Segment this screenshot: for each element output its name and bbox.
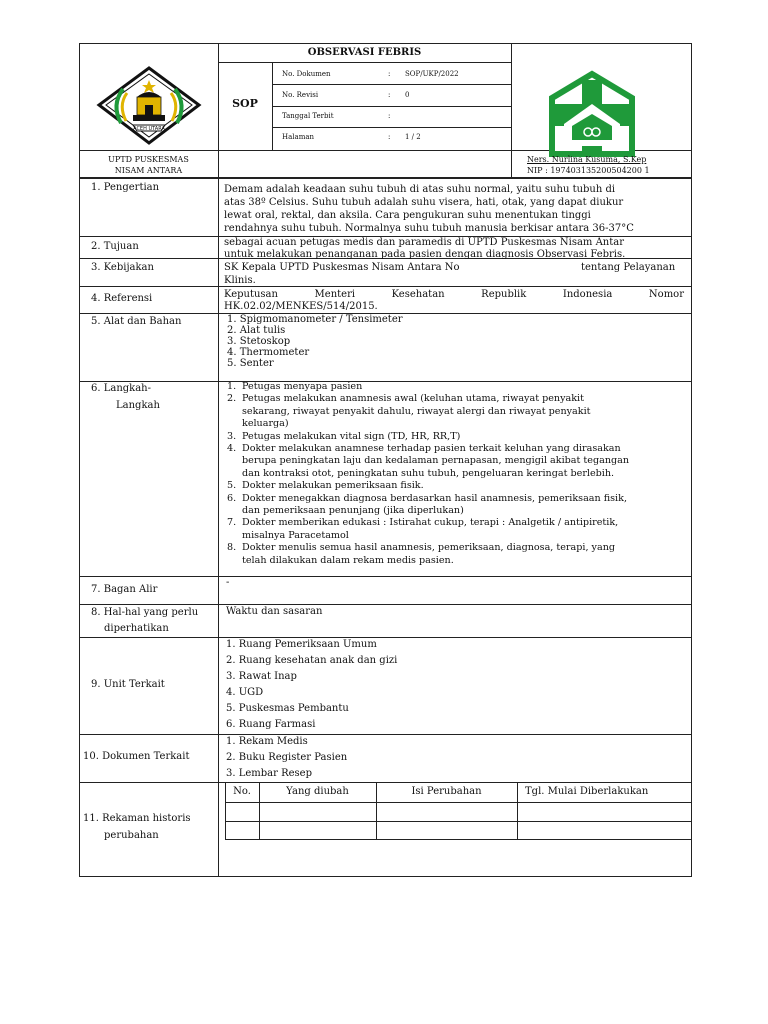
pengertian-text: lewat oral, rektal, dan aksila. Cara pengukuran suhu menentukan tinggi xyxy=(224,210,591,221)
langkah-text: Dokter melakukan pemeriksaan fisik. xyxy=(242,480,424,492)
org-name-line2: NISAM ANTARA xyxy=(114,166,183,175)
unit-item: 6. Ruang Farmasi xyxy=(226,719,316,730)
meta-label: Halaman xyxy=(282,133,315,141)
section-label-hal: 8. Hal-hal yang perlu xyxy=(91,607,199,618)
history-col-header: Tgl. Mulai Diberlakukan xyxy=(525,786,649,797)
pengertian-text: atas 38º Celsius. Suhu tubuh adalah suhu visera, hati, otak, yang dapat diukur xyxy=(224,197,624,208)
langkah-item xyxy=(227,431,685,443)
unit-item: 3. Rawat Inap xyxy=(226,671,297,682)
langkah-num: 3. xyxy=(227,430,237,442)
langkah-item xyxy=(227,493,685,505)
sop-label: SOP xyxy=(232,97,258,110)
bagan-value: - xyxy=(226,577,230,588)
langkah-text: Dokter memberikan edukasi : Istirahat cukup, terapi : Analgetik / antipiretik, xyxy=(242,517,619,529)
langkah-text: sekarang, riwayat penyakit dahulu, riwayat alergi dan riwayat penyakit xyxy=(242,405,591,417)
langkah-num: 5. xyxy=(227,480,237,492)
tujuan-text: untuk melakukan penanganan pada pasien dengan diagnosis Observasi Febris. xyxy=(224,249,626,260)
dokumen-item: 3. Lembar Resep xyxy=(226,768,312,779)
sop-document xyxy=(79,43,692,877)
hal-value: Waktu dan sasaran xyxy=(226,606,323,617)
unit-item: 2. Ruang kesehatan anak dan gizi xyxy=(226,655,398,666)
meta-label: No. Dokumen xyxy=(282,70,331,78)
unit-item: 4. UGD xyxy=(226,687,264,698)
pengertian-text: Demam adalah keadaan suhu tubuh di atas suhu normal, yaitu suhu tubuh di xyxy=(224,184,616,195)
langkah-text: Dokter menegakkan diagnosa berdasarkan hasil anamnesis, pemeriksaan fisik, xyxy=(242,492,627,504)
langkah-item xyxy=(227,517,685,529)
section-label-tujuan: 2. Tujuan xyxy=(91,241,139,252)
langkah-text: Dokter menulis semua hasil anamnesis, pemeriksaan, diagnosa, terapi, yang xyxy=(242,542,616,554)
langkah-text: Petugas melakukan anamnesis awal (keluhan utama, riwayat penyakit xyxy=(242,393,584,405)
alat-item: 5. Senter xyxy=(227,358,274,369)
langkah-num: 6. xyxy=(227,492,237,504)
referensi-word: Nomor xyxy=(648,289,684,300)
langkah-text: Petugas melakukan vital sign (TD, HR, RR,T) xyxy=(242,430,461,442)
langkah-item xyxy=(227,381,685,393)
langkah-list xyxy=(227,381,685,567)
langkah-item xyxy=(227,542,685,554)
langkah-num: 7. xyxy=(227,517,237,529)
referensi-word: Republik xyxy=(481,289,527,300)
document-title: OBSERVASI FEBRIS xyxy=(307,47,422,58)
referensi-word: Kesehatan xyxy=(391,289,445,300)
referensi-word: Keputusan xyxy=(224,289,278,300)
puskesmas-logo-icon xyxy=(544,70,640,158)
section-label-alat: 5. Alat dan Bahan xyxy=(91,316,182,327)
langkah-text: Dokter melakukan anamnese terhadap pasien terkait keluhan yang dirasakan xyxy=(242,443,621,455)
section-label-hal: diperhatikan xyxy=(104,623,169,634)
section-label-referensi: 4. Referensi xyxy=(91,293,153,304)
langkah-num: 8. xyxy=(227,542,237,554)
langkah-num: 4. xyxy=(227,443,237,455)
section-label-rekaman: 11. Rekaman historis xyxy=(83,813,191,824)
unit-item: 1. Ruang Pemeriksaan Umum xyxy=(226,639,377,650)
kebijakan-text: SK Kepala UPTD Puskesmas Nisam Antara No xyxy=(224,262,460,273)
pengertian-text: rendahnya suhu tubuh. Normalnya suhu tubuh manusia berkisar antara 36-37°C xyxy=(224,223,634,234)
history-col-header: No. xyxy=(233,786,251,797)
alat-item: 4. Thermometer xyxy=(227,347,310,358)
referensi-text: HK.02.02/MENKES/514/2015. xyxy=(224,301,378,312)
aceh-utara-emblem-icon xyxy=(93,65,205,147)
alat-item: 3. Stetoskop xyxy=(227,336,291,347)
langkah-item xyxy=(227,443,685,455)
section-label-langkah: 6. Langkah- xyxy=(91,383,152,394)
section-label-rekaman: perubahan xyxy=(104,830,159,841)
meta-sep: : xyxy=(388,70,391,78)
dokumen-item: 2. Buku Register Pasien xyxy=(226,752,348,763)
meta-sep: : xyxy=(388,133,391,141)
langkah-text: telah dilakukan dalam rekam medis pasien. xyxy=(242,554,454,566)
meta-value: SOP/UKP/2022 xyxy=(405,70,459,78)
langkah-num: 1. xyxy=(227,381,237,392)
kebijakan-text: Klinis. xyxy=(224,275,256,286)
alat-item: 2. Alat tulis xyxy=(227,325,286,336)
langkah-item xyxy=(227,480,685,492)
meta-value: 1 / 2 xyxy=(405,133,421,141)
signer-name: Ners. Nurlina Kusuma, S.Kep xyxy=(527,155,647,164)
unit-item: 5. Puskesmas Pembantu xyxy=(226,703,349,714)
signer-nip: NIP : 197403135200504200 1 xyxy=(527,166,650,175)
referensi-word: Menteri xyxy=(314,289,356,300)
langkah-text: dan pemeriksaan penunjang (jika diperlukan) xyxy=(242,505,464,517)
langkah-text: dan kontraksi otot, peningkatan suhu tubuh, pengeluaran keringat berlebih. xyxy=(242,467,615,479)
langkah-num: 2. xyxy=(227,393,237,405)
meta-sep: : xyxy=(388,91,391,99)
meta-value: 0 xyxy=(405,91,410,99)
section-label-pengertian: 1. Pengertian xyxy=(91,182,160,193)
meta-sep: : xyxy=(388,112,391,120)
alat-item: 1. Spigmomanometer / Tensimeter xyxy=(227,314,403,325)
langkah-text: misalnya Paracetamol xyxy=(242,529,349,541)
meta-label: No. Revisi xyxy=(282,91,319,99)
emblem-ribbon-text: ACEH UTARA xyxy=(133,126,165,132)
referensi-word: Indonesia xyxy=(562,289,613,300)
tujuan-text: sebagai acuan petugas medis dan paramedis di UPTD Puskesmas Nisam Antar xyxy=(224,237,624,248)
section-label-unit: 9. Unit Terkait xyxy=(91,679,165,690)
langkah-text: keluarga) xyxy=(242,418,289,430)
langkah-item xyxy=(227,393,685,405)
org-name-line1: UPTD PUSKESMAS xyxy=(108,155,189,164)
section-label-bagan: 7. Bagan Alir xyxy=(91,584,158,595)
kebijakan-text: tentang Pelayanan xyxy=(581,262,676,273)
langkah-text: Petugas menyapa pasien xyxy=(242,381,363,392)
section-label-langkah: Langkah xyxy=(116,400,160,411)
langkah-text: berupa peningkatan laju dan kedalaman pernapasan, mengigil akibat tegangan xyxy=(242,455,630,467)
history-col-header: Yang diubah xyxy=(286,786,349,797)
meta-label: Tanggal Terbit xyxy=(282,112,334,120)
history-col-header: Isi Perubahan xyxy=(411,786,482,797)
section-label-dokumen: 10. Dokumen Terkait xyxy=(83,751,190,762)
dokumen-item: 1. Rekam Medis xyxy=(226,736,308,747)
section-label-kebijakan: 3. Kebijakan xyxy=(91,262,154,273)
